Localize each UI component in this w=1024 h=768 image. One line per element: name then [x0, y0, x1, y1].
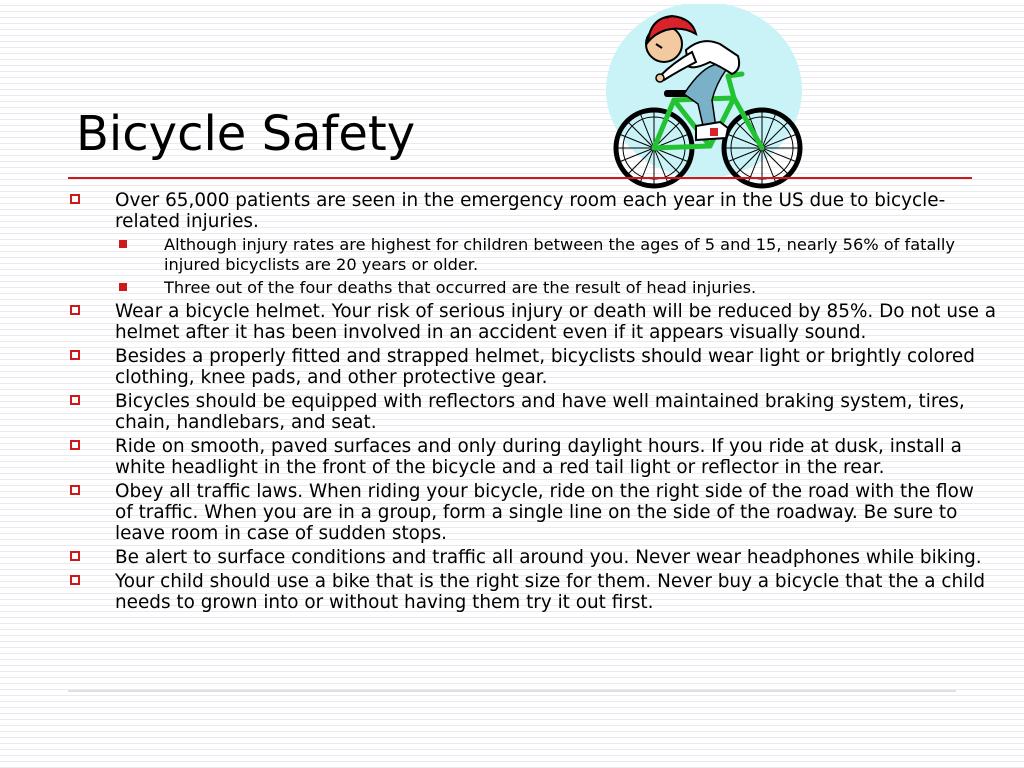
hollow-square-bullet-icon	[70, 194, 80, 204]
hollow-square-bullet-icon	[70, 305, 80, 315]
bullet-list	[66, 190, 996, 616]
bullet-be-alert	[66, 547, 996, 568]
bullet-text: Besides a properly fitted and strapped helmet, bicyclists should wear light or brightly colored clothing, knee pads, and other protective gear.	[115, 346, 975, 388]
bullet-wear-helmet	[66, 301, 996, 343]
bullet-text: Over 65,000 patients are seen in the emergency room each year in the US due to bicycle-related injuries.	[115, 190, 946, 232]
bullet-text: Ride on smooth, paved surfaces and only during daylight hours. If you ride at dusk, install a white headlight in the front of the bicycle and a red tail light or reflector in the rear.	[115, 436, 962, 478]
title-rule	[68, 177, 972, 179]
bullet-text: Although injury rates are highest for children between the ages of 5 and 15, nearly 56% of fatally injured bicyclists are 20 years or older.	[164, 235, 955, 274]
bullet-text: Obey all traffic laws. When riding your bicycle, ride on the right side of the road with the flow of traffic. When you are in a group, form a single line on the side of the roadway. Be sure to leave room in case of sudden stops.	[115, 481, 974, 544]
bullet-protective-clothing	[66, 346, 996, 388]
hollow-square-bullet-icon	[70, 440, 80, 450]
filled-square-bullet-icon	[119, 240, 127, 248]
hollow-square-bullet-icon	[70, 395, 80, 405]
bullet-right-size-bike	[66, 571, 996, 613]
bullet-text: Bicycles should be equipped with reflectors and have well maintained braking system, tires, chain, handlebars, and seat.	[115, 391, 965, 433]
slide-title: Bicycle Safety	[76, 106, 416, 162]
hollow-square-bullet-icon	[70, 575, 80, 585]
sub-bullet-head-injuries	[66, 278, 996, 298]
bullet-text: Your child should use a bike that is the right size for them. Never buy a bicycle that the a child needs to grown into or without having them try it out first.	[115, 571, 986, 613]
bullet-bicycle-equipment	[66, 391, 996, 433]
hollow-square-bullet-icon	[70, 551, 80, 561]
bullet-text: Be alert to surface conditions and traffic all around you. Never wear headphones while biking.	[115, 547, 982, 568]
bullet-text: Wear a bicycle helmet. Your risk of serious injury or death will be reduced by 85%. Do not use a helmet after it has been involved in an accident even if it appears visually sound.	[115, 301, 997, 343]
bullet-text: Three out of the four deaths that occurred are the result of head injuries.	[164, 278, 757, 297]
filled-square-bullet-icon	[119, 283, 127, 291]
child-riding-bicycle-clipart	[592, 4, 812, 190]
hollow-square-bullet-icon	[70, 350, 80, 360]
bullet-traffic-laws	[66, 481, 996, 544]
bullet-ride-surfaces	[66, 436, 996, 478]
hollow-square-bullet-icon	[70, 485, 80, 495]
bullet-emergency-room-stats	[66, 190, 996, 232]
sub-bullet-injury-rates	[66, 235, 996, 275]
bottom-rule	[68, 690, 956, 692]
